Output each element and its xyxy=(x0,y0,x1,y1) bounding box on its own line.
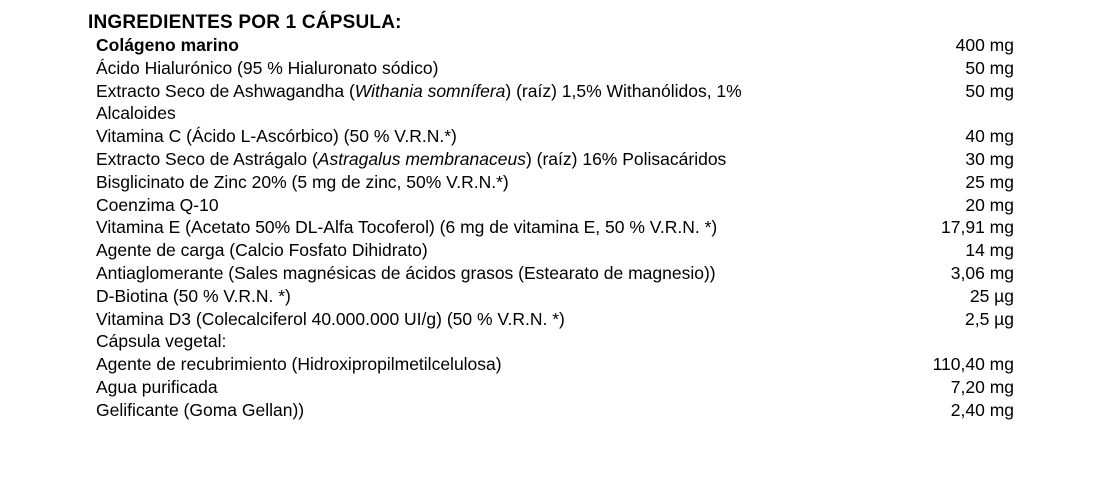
ingredient-name: D-Biotina (50 % V.R.N. *) xyxy=(96,285,291,306)
ingredient-name: Agente de carga (Calcio Fosfato Dihidrato) xyxy=(96,240,428,261)
ingredient-name: Antiaglomerante (Sales magnésicas de ácidos grasos (Estearato de magnesio)) xyxy=(96,262,716,283)
ingredient-row xyxy=(96,376,1014,399)
ingredient-row xyxy=(96,308,1014,331)
ingredient-row xyxy=(96,125,1014,148)
ingredient-name: Extracto Seco de Astrágalo (Astragalus membranaceus) (raíz) 16% Polisacáridos xyxy=(96,148,727,169)
ingredient-name: Bisglicinato de Zinc 20% (5 mg de zinc, 50% V.R.N.*) xyxy=(96,171,509,192)
ingredients-table xyxy=(88,34,1014,422)
ingredient-row xyxy=(96,80,1014,126)
ingredient-amount: 2,40 mg xyxy=(950,399,1014,420)
ingredient-amount: 40 mg xyxy=(965,126,1014,147)
ingredient-amount: 110,40 mg xyxy=(932,354,1014,375)
ingredient-amount: 14 mg xyxy=(965,240,1014,261)
ingredient-row xyxy=(96,34,1014,57)
ingredient-name: Gelificante (Goma Gellan)) xyxy=(96,399,305,420)
ingredient-amount: 30 mg xyxy=(965,148,1014,169)
ingredient-name: Vitamina E (Acetato 50% DL-Alfa Tocoferol) (6 mg de vitamina E, 50 % V.R.N. *) xyxy=(96,217,718,238)
ingredient-name: Agua purificada xyxy=(96,376,218,397)
ingredient-row xyxy=(96,285,1014,308)
ingredient-row xyxy=(96,148,1014,171)
ingredient-name: Extracto Seco de Ashwagandha (Withania somnífera) (raíz) 1,5% Withanólidos, 1% Alcaloides xyxy=(96,80,742,124)
ingredient-row xyxy=(96,171,1014,194)
ingredient-row xyxy=(96,194,1014,217)
ingredients-document xyxy=(88,11,1014,422)
ingredient-name: Agente de recubrimiento (Hidroxipropilmetilcelulosa) xyxy=(96,354,502,375)
ingredient-name: Vitamina C (Ácido L-Ascórbico) (50 % V.R.N.*) xyxy=(96,126,457,147)
ingredient-row xyxy=(96,399,1014,422)
ingredient-row xyxy=(96,353,1014,376)
ingredients-title: INGREDIENTES POR 1 CÁPSULA: xyxy=(88,12,402,33)
ingredient-amount: 7,20 mg xyxy=(950,376,1014,397)
ingredient-name: Coenzima Q-10 xyxy=(96,194,219,215)
ingredient-amount: 25 µg xyxy=(969,285,1014,306)
ingredient-row xyxy=(96,216,1014,239)
ingredient-name: Vitamina D3 (Colecalciferol 40.000.000 UI/g) (50 % V.R.N. *) xyxy=(96,308,565,329)
ingredient-amount: 20 mg xyxy=(965,194,1014,215)
ingredient-row xyxy=(96,330,1014,353)
ingredient-name: Cápsula vegetal: xyxy=(96,331,227,352)
ingredient-amount: 2,5 µg xyxy=(964,308,1014,329)
ingredient-amount: 25 mg xyxy=(965,171,1014,192)
ingredient-amount: 400 mg xyxy=(955,35,1014,55)
ingredient-name: Colágeno marino xyxy=(96,35,239,55)
ingredient-amount: 50 mg xyxy=(965,57,1014,78)
ingredient-row xyxy=(96,57,1014,80)
ingredient-amount: 3,06 mg xyxy=(950,262,1014,283)
ingredient-amount: 50 mg xyxy=(965,80,1014,101)
ingredient-amount: 17,91 mg xyxy=(941,217,1014,238)
ingredient-name: Ácido Hialurónico (95 % Hialuronato sódico) xyxy=(96,57,439,78)
ingredient-row xyxy=(96,262,1014,285)
ingredient-row xyxy=(96,239,1014,262)
